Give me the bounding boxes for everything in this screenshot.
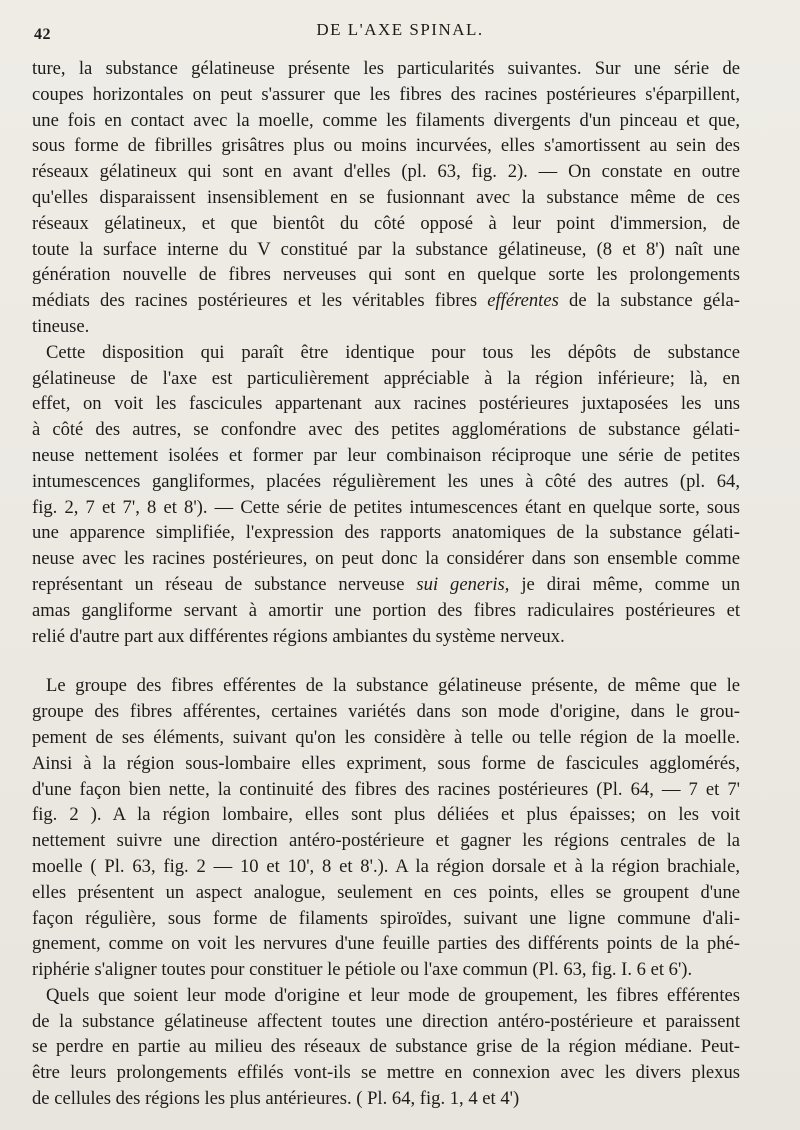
text-line: Ainsi à la région sous-lombaire elles expriment, sous forme de fascicules agglomérés, — [32, 752, 740, 774]
text-line: neuse avec les racines postérieures, on peut donc la considérer dans son ensemble comme — [32, 548, 740, 570]
text-line: fig. 2 ). A la région lombaire, elles sont plus déliées et plus épaisses; on les voit — [32, 804, 740, 826]
text-line: groupe des fibres afférentes, certaines variétés dans son mode d'origine, dans le grou- — [32, 701, 740, 723]
text-line: une fois en contact avec la moelle, comme les filaments divergents d'un pinceau et que, — [32, 109, 740, 131]
text-line: gnement, comme on voit les nervures d'une feuille parties des différents points de la phé- — [32, 933, 740, 955]
text-line: Le groupe des fibres efférentes de la substance gélatineuse présente, de même que le — [46, 675, 740, 697]
text-line: amas gangliforme servant à amortir une portion des fibres radiculaires postérieures et — [32, 599, 740, 621]
running-title: DE L'AXE SPINAL. — [316, 20, 484, 39]
body-text — [32, 56, 740, 1112]
text-line: façon régulière, sous forme de filaments spiroïdes, suivant une ligne commune d'ali- — [32, 907, 740, 929]
page-header — [34, 20, 766, 44]
text-line: de cellules des régions les plus antérieures. ( Pl. 64, fig. 1, 4 et 4') — [32, 1088, 520, 1110]
page-number: 42 — [34, 26, 51, 43]
text-line: d'une façon bien nette, la continuité des fibres des racines postérieures (Pl. 64, — 7 et 7' — [32, 778, 740, 800]
paragraph-1 — [32, 56, 740, 340]
text-line: génération nouvelle de fibres nerveuses qui sont en quelque sorte les prolongements — [32, 264, 740, 286]
text-line: tineuse. — [32, 315, 90, 337]
paragraph-3 — [32, 673, 740, 983]
text-line: une apparence simplifiée, l'expression des rapports anatomiques de la substance gélati- — [32, 522, 740, 544]
text-line: relié d'autre part aux différentes régions ambiantes du système nerveux. — [32, 625, 565, 647]
text-line: se perdre en partie au milieu des réseaux de substance grise de la région médiane. Peut- — [32, 1036, 740, 1058]
text-line: être leurs prolongements effilés vont-ils se mettre en connexion avec les divers plexus — [32, 1062, 740, 1084]
text-line: Quels que soient leur mode d'origine et leur mode de groupement, les fibres efférentes — [46, 984, 740, 1006]
paragraph-gap — [32, 649, 740, 673]
text-line: Cette disposition qui paraît être identique pour tous les dépôts de substance — [46, 341, 740, 363]
text-line: réseaux gélatineux, et que bientôt du côté opposé à leur point d'immersion, de — [32, 212, 740, 234]
text-line: sous forme de fibrilles grisâtres plus ou moins incurvées, elles s'amortissent au sein des — [32, 135, 740, 157]
text-line: de la substance gélatineuse affectent toutes une direction antéro-postérieure et paraissent — [32, 1010, 740, 1032]
text-line: coupes horizontales on peut s'assurer que les fibres des racines postérieures s'éparpillent, — [32, 83, 740, 105]
text-line: nettement suivre une direction antéro-postérieure et gagner les régions centrales de la — [32, 830, 740, 852]
text-line: gélatineuse de l'axe est particulièrement appréciable à la région inférieure; là, en — [32, 367, 740, 389]
text-line: ture, la substance gélatineuse présente les particularités suivantes. Sur une série de — [32, 58, 740, 79]
text-line: intumescences gangliformes, placées régulièrement les unes à côté des autres (pl. 64, — [32, 470, 740, 492]
text-line: qu'elles disparaissent insensiblement en se fusionnant avec la substance même de ces — [32, 186, 740, 208]
text-line: moelle ( Pl. 63, fig. 2 — 10 et 10', 8 et 8'.). A la région dorsale et à la région brachiale, — [32, 855, 740, 877]
text-line: médiats des racines postérieures et les véritables fibres efférentes de la substance géla- — [32, 290, 740, 312]
text-line: effet, on voit les fascicules appartenant aux racines postérieures juxtaposées les uns — [32, 393, 740, 415]
text-line: riphérie s'aligner toutes pour constituer le pétiole ou l'axe commun (Pl. 63, fig. I. 6 et 6'). — [32, 959, 693, 981]
paragraph-2 — [32, 340, 740, 650]
paragraph-4 — [32, 983, 740, 1112]
text-line: à côté des autres, se confondre avec des petites agglomérations de substance gélati- — [32, 419, 740, 441]
text-line: pement de ses éléments, suivant qu'on les considère à telle ou telle région de la moelle. — [32, 726, 740, 748]
text-line: elles présentent un aspect analogue, seulement en ces points, elles se groupent d'une — [32, 881, 740, 903]
text-line: neuse nettement isolées et former par leur combinaison réciproque une série de petites — [32, 444, 740, 466]
text-line: représentant un réseau de substance nerveuse sui generis, je dirai même, comme un — [32, 573, 740, 595]
text-line: réseaux gélatineux qui sont en avant d'elles (pl. 63, fig. 2). — On constate en outre — [32, 161, 740, 183]
text-line: toute la surface interne du V constitué par la substance gélatineuse, (8 et 8') naît une — [32, 238, 740, 260]
text-line: fig. 2, 7 et 7', 8 et 8'). — Cette série de petites intumescences étant en quelque sorte, sous — [32, 496, 740, 518]
